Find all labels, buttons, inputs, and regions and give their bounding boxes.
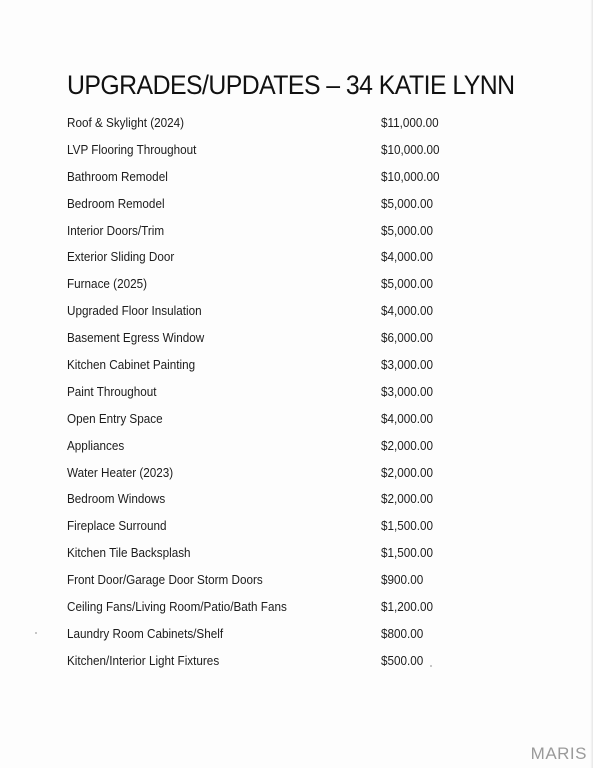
list-item <box>0 464 593 491</box>
item-label: Ceiling Fans/Living Room/Patio/Bath Fans <box>67 599 287 615</box>
upgrades-list <box>0 114 593 679</box>
item-label: Roof & Skylight (2024) <box>67 115 185 130</box>
item-label: Paint Throughout <box>67 383 157 399</box>
item-label: Bedroom Windows <box>67 491 166 507</box>
list-item <box>0 383 593 410</box>
item-amount: $800.00 <box>381 625 424 641</box>
list-item <box>0 571 593 598</box>
list-item <box>0 598 593 625</box>
list-item <box>0 141 593 168</box>
list-item <box>0 248 593 275</box>
scan-speck <box>35 632 37 634</box>
item-label: Exterior Sliding Door <box>67 249 175 265</box>
item-amount: $3,000.00 <box>381 383 434 399</box>
item-label: Kitchen Cabinet Painting <box>67 357 196 373</box>
list-item <box>0 168 593 195</box>
item-label: Furnace (2025) <box>67 276 148 292</box>
item-amount: $3,000.00 <box>381 357 434 373</box>
item-label: Kitchen/Interior Light Fixtures <box>67 652 220 668</box>
scan-speck <box>430 665 432 667</box>
list-item <box>0 652 593 679</box>
item-label: Upgraded Floor Insulation <box>67 303 202 319</box>
item-label: Water Heater (2023) <box>67 464 174 480</box>
list-item <box>0 114 593 141</box>
item-amount: $1,200.00 <box>381 599 434 615</box>
item-label: Basement Egress Window <box>67 330 205 346</box>
item-amount: $5,000.00 <box>381 222 434 238</box>
item-amount: $2,000.00 <box>381 437 434 453</box>
item-amount: $4,000.00 <box>381 410 434 426</box>
item-label: Kitchen Tile Backsplash <box>67 545 191 561</box>
item-label: Appliances <box>67 437 125 453</box>
list-item <box>0 437 593 464</box>
list-item <box>0 275 593 302</box>
item-amount: $6,000.00 <box>381 330 434 346</box>
list-item <box>0 302 593 329</box>
item-label: Front Door/Garage Door Storm Doors <box>67 572 263 588</box>
list-item <box>0 517 593 544</box>
item-amount: $900.00 <box>381 572 424 588</box>
list-item <box>0 410 593 437</box>
item-label: Bedroom Remodel <box>67 195 165 211</box>
item-amount: $10,000.00 <box>381 141 440 157</box>
item-label: Bathroom Remodel <box>67 168 168 184</box>
watermark-logo: MARIS <box>530 744 587 763</box>
item-amount: $11,000.00 <box>381 115 439 130</box>
list-item <box>0 195 593 222</box>
item-label: Fireplace Surround <box>67 518 167 534</box>
item-amount: $2,000.00 <box>381 464 434 480</box>
page-title: UPGRADES/UPDATES – 34 KATIE LYNN <box>67 70 515 100</box>
list-item <box>0 490 593 517</box>
item-amount: $1,500.00 <box>381 518 434 534</box>
item-amount: $1,500.00 <box>381 545 434 561</box>
item-label: Laundry Room Cabinets/Shelf <box>67 625 224 641</box>
item-amount: $5,000.00 <box>381 276 434 292</box>
item-amount: $2,000.00 <box>381 491 434 507</box>
item-amount: $10,000.00 <box>381 168 440 184</box>
item-label: LVP Flooring Throughout <box>67 141 197 157</box>
item-amount: $500.00 <box>381 652 424 668</box>
list-item <box>0 544 593 571</box>
list-item <box>0 625 593 652</box>
list-item <box>0 356 593 383</box>
item-amount: $5,000.00 <box>381 195 434 211</box>
item-label: Interior Doors/Trim <box>67 222 165 238</box>
item-label: Open Entry Space <box>67 410 163 426</box>
list-item <box>0 329 593 356</box>
item-amount: $4,000.00 <box>381 249 434 265</box>
item-amount: $4,000.00 <box>381 303 434 319</box>
list-item <box>0 222 593 249</box>
